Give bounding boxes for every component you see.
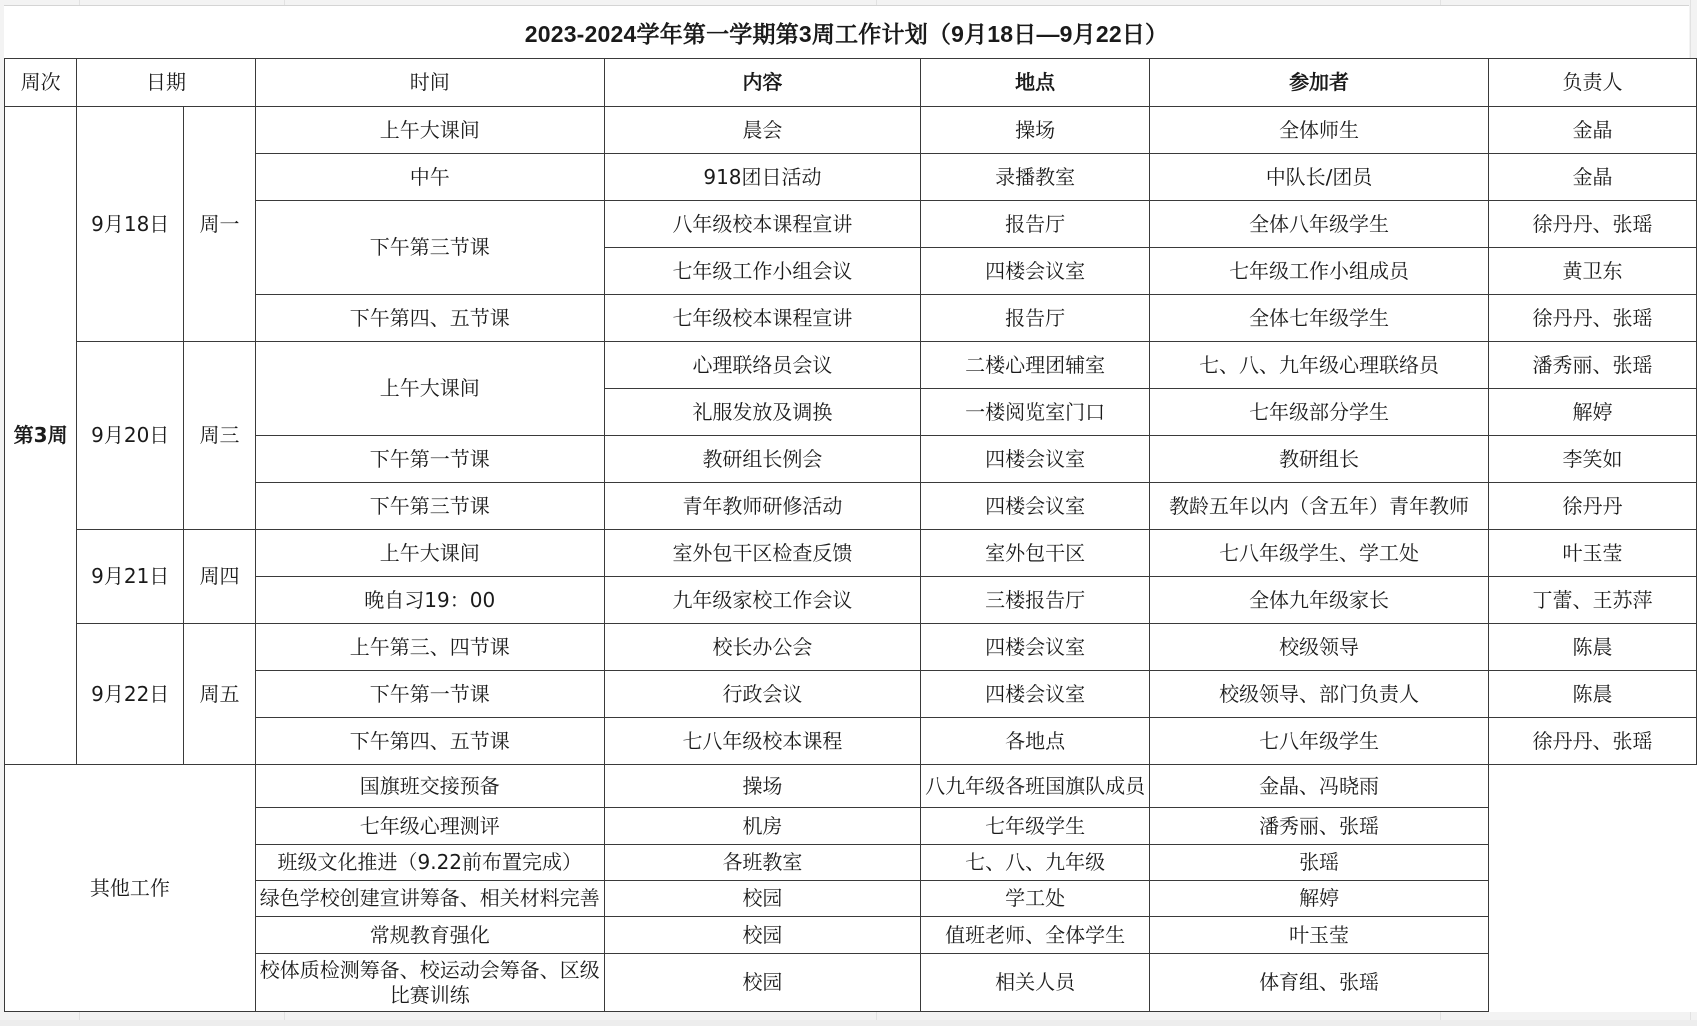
header-week[interactable]: 周次 [5, 59, 77, 107]
owner-cell[interactable]: 金晶、冯晓雨 [1150, 765, 1489, 808]
participants-cell[interactable]: 相关人员 [921, 954, 1150, 1012]
header-owner[interactable]: 负责人 [1488, 59, 1696, 107]
content-cell[interactable]: 918团日活动 [604, 154, 920, 201]
week-cell[interactable]: 第3周 [5, 107, 77, 765]
participants-cell[interactable]: 教研组长 [1150, 436, 1489, 483]
work-plan-table [4, 58, 1697, 1012]
table-row [5, 577, 1697, 624]
date-cell[interactable]: 9月21日 [77, 530, 184, 624]
participants-cell[interactable]: 中队长/团员 [1150, 154, 1489, 201]
table-row [5, 107, 1697, 154]
table-row [5, 436, 1697, 483]
owner-cell[interactable]: 金晶 [1488, 154, 1696, 201]
owner-cell[interactable]: 徐丹丹、张瑶 [1488, 295, 1696, 342]
location-cell[interactable]: 四楼会议室 [921, 624, 1150, 671]
location-cell[interactable]: 二楼心理团辅室 [921, 342, 1150, 389]
participants-cell[interactable]: 全体师生 [1150, 107, 1489, 154]
owner-cell[interactable]: 解婷 [1488, 389, 1696, 436]
owner-cell[interactable]: 张瑶 [1150, 845, 1489, 881]
content-cell[interactable]: 室外包干区检查反馈 [604, 530, 920, 577]
weekday-cell[interactable]: 周一 [184, 107, 256, 342]
participants-cell[interactable]: 全体七年级学生 [1150, 295, 1489, 342]
owner-cell[interactable]: 金晶 [1488, 107, 1696, 154]
date-cell[interactable]: 9月22日 [77, 624, 184, 765]
table-row [5, 154, 1697, 201]
content-cell[interactable]: 教研组长例会 [604, 436, 920, 483]
date-cell[interactable]: 9月18日 [77, 107, 184, 342]
time-cell[interactable]: 晚自习19：00 [255, 577, 604, 624]
participants-cell[interactable]: 七年级学生 [921, 808, 1150, 845]
table-row [5, 342, 1697, 389]
location-cell[interactable]: 四楼会议室 [921, 436, 1150, 483]
table-row [5, 295, 1697, 342]
location-cell[interactable]: 报告厅 [921, 295, 1150, 342]
time-cell[interactable]: 上午大课间 [255, 107, 604, 154]
table-row [5, 483, 1697, 530]
participants-cell[interactable]: 学工处 [921, 881, 1150, 917]
owner-cell[interactable]: 李笑如 [1488, 436, 1696, 483]
location-cell[interactable]: 室外包干区 [921, 530, 1150, 577]
participants-cell[interactable]: 七年级部分学生 [1150, 389, 1489, 436]
table-row [5, 201, 1697, 248]
location-cell[interactable]: 报告厅 [921, 201, 1150, 248]
table-row [5, 718, 1697, 765]
table-row [5, 765, 1697, 808]
participants-cell[interactable]: 校级领导、部门负责人 [1150, 671, 1489, 718]
time-cell[interactable]: 下午第三节课 [255, 483, 604, 530]
participants-cell[interactable]: 校级领导 [1150, 624, 1489, 671]
participants-cell[interactable]: 七八年级学生、学工处 [1150, 530, 1489, 577]
table-row [5, 954, 1697, 1012]
header-content[interactable]: 内容 [604, 59, 920, 107]
content-cell[interactable]: 绿色学校创建宣讲筹备、相关材料完善 [255, 881, 604, 917]
table-row [5, 624, 1697, 671]
participants-cell[interactable]: 全体九年级家长 [1150, 577, 1489, 624]
owner-cell[interactable]: 体育组、张瑶 [1150, 954, 1489, 1012]
other-work-label[interactable]: 其他工作 [5, 765, 256, 1012]
location-cell[interactable]: 四楼会议室 [921, 483, 1150, 530]
time-cell[interactable]: 下午第三节课 [255, 201, 604, 295]
time-cell[interactable]: 上午大课间 [255, 342, 604, 436]
content-cell[interactable]: 七年级心理测评 [255, 808, 604, 845]
owner-cell[interactable]: 徐丹丹 [1488, 483, 1696, 530]
location-cell[interactable]: 校园 [604, 954, 920, 1012]
location-cell[interactable]: 录播教室 [921, 154, 1150, 201]
content-cell[interactable]: 常规教育强化 [255, 917, 604, 954]
location-cell[interactable]: 机房 [604, 808, 920, 845]
location-cell[interactable]: 操场 [921, 107, 1150, 154]
location-cell[interactable]: 四楼会议室 [921, 248, 1150, 295]
time-cell[interactable]: 下午第一节课 [255, 671, 604, 718]
header-date[interactable]: 日期 [77, 59, 256, 107]
content-cell[interactable]: 七年级工作小组会议 [604, 248, 920, 295]
owner-cell[interactable]: 陈晨 [1488, 671, 1696, 718]
participants-cell[interactable]: 七八年级学生 [1150, 718, 1489, 765]
owner-cell[interactable]: 潘秀丽、张瑶 [1150, 808, 1489, 845]
table-row [5, 671, 1697, 718]
location-cell[interactable]: 校园 [604, 881, 920, 917]
owner-cell[interactable]: 黄卫东 [1488, 248, 1696, 295]
owner-cell[interactable]: 解婷 [1150, 881, 1489, 917]
header-time[interactable]: 时间 [255, 59, 604, 107]
sheet-bottom-edge [0, 1020, 1697, 1026]
content-cell[interactable]: 礼服发放及调换 [604, 389, 920, 436]
participants-cell[interactable]: 七年级工作小组成员 [1150, 248, 1489, 295]
owner-cell[interactable]: 徐丹丹、张瑶 [1488, 718, 1696, 765]
content-cell[interactable]: 心理联络员会议 [604, 342, 920, 389]
weekday-cell[interactable]: 周三 [184, 342, 256, 530]
time-cell[interactable]: 上午大课间 [255, 530, 604, 577]
content-cell[interactable]: 七年级校本课程宣讲 [604, 295, 920, 342]
content-cell[interactable]: 晨会 [604, 107, 920, 154]
location-cell[interactable]: 各班教室 [604, 845, 920, 881]
sheet-title[interactable]: 2023-2024学年第一学期第3周工作计划（9月18日—9月22日） [4, 5, 1689, 59]
header-participants[interactable]: 参加者 [1150, 59, 1489, 107]
content-cell[interactable]: 七八年级校本课程 [604, 718, 920, 765]
table-row [5, 881, 1697, 917]
location-cell[interactable]: 四楼会议室 [921, 671, 1150, 718]
time-cell[interactable]: 中午 [255, 154, 604, 201]
location-cell[interactable]: 操场 [604, 765, 920, 808]
header-row [5, 59, 1697, 107]
owner-cell[interactable]: 丁蕾、王苏萍 [1488, 577, 1696, 624]
table-row [5, 917, 1697, 954]
owner-cell[interactable]: 陈晨 [1488, 624, 1696, 671]
table-row [5, 845, 1697, 881]
location-cell[interactable]: 一楼阅览室门口 [921, 389, 1150, 436]
content-cell[interactable]: 九年级家校工作会议 [604, 577, 920, 624]
content-cell[interactable]: 校体质检测筹备、校运动会筹备、区级比赛训练 [255, 954, 604, 1012]
time-cell[interactable]: 下午第四、五节课 [255, 295, 604, 342]
table-row [5, 808, 1697, 845]
participants-cell[interactable]: 全体八年级学生 [1150, 201, 1489, 248]
time-cell[interactable]: 下午第四、五节课 [255, 718, 604, 765]
participants-cell[interactable]: 七、八、九年级心理联络员 [1150, 342, 1489, 389]
weekday-cell[interactable]: 周五 [184, 624, 256, 765]
time-cell[interactable]: 上午第三、四节课 [255, 624, 604, 671]
participants-cell[interactable]: 七、八、九年级 [921, 845, 1150, 881]
participants-cell[interactable]: 值班老师、全体学生 [921, 917, 1150, 954]
content-cell[interactable]: 八年级校本课程宣讲 [604, 201, 920, 248]
owner-cell[interactable]: 叶玉莹 [1150, 917, 1489, 954]
time-cell[interactable]: 下午第一节课 [255, 436, 604, 483]
header-location[interactable]: 地点 [921, 59, 1150, 107]
weekday-cell[interactable]: 周四 [184, 530, 256, 624]
participants-cell[interactable]: 八九年级各班国旗队成员 [921, 765, 1150, 808]
content-cell[interactable]: 校长办公会 [604, 624, 920, 671]
content-cell[interactable]: 班级文化推进（9.22前布置完成） [255, 845, 604, 881]
owner-cell[interactable]: 徐丹丹、张瑶 [1488, 201, 1696, 248]
table-row [5, 530, 1697, 577]
content-cell[interactable]: 行政会议 [604, 671, 920, 718]
content-cell[interactable]: 青年教师研修活动 [604, 483, 920, 530]
owner-cell[interactable]: 潘秀丽、张瑶 [1488, 342, 1696, 389]
location-cell[interactable]: 校园 [604, 917, 920, 954]
participants-cell[interactable]: 教龄五年以内（含五年）青年教师 [1150, 483, 1489, 530]
owner-cell[interactable]: 叶玉莹 [1488, 530, 1696, 577]
date-cell[interactable]: 9月20日 [77, 342, 184, 530]
location-cell[interactable]: 三楼报告厅 [921, 577, 1150, 624]
location-cell[interactable]: 各地点 [921, 718, 1150, 765]
content-cell[interactable]: 国旗班交接预备 [255, 765, 604, 808]
